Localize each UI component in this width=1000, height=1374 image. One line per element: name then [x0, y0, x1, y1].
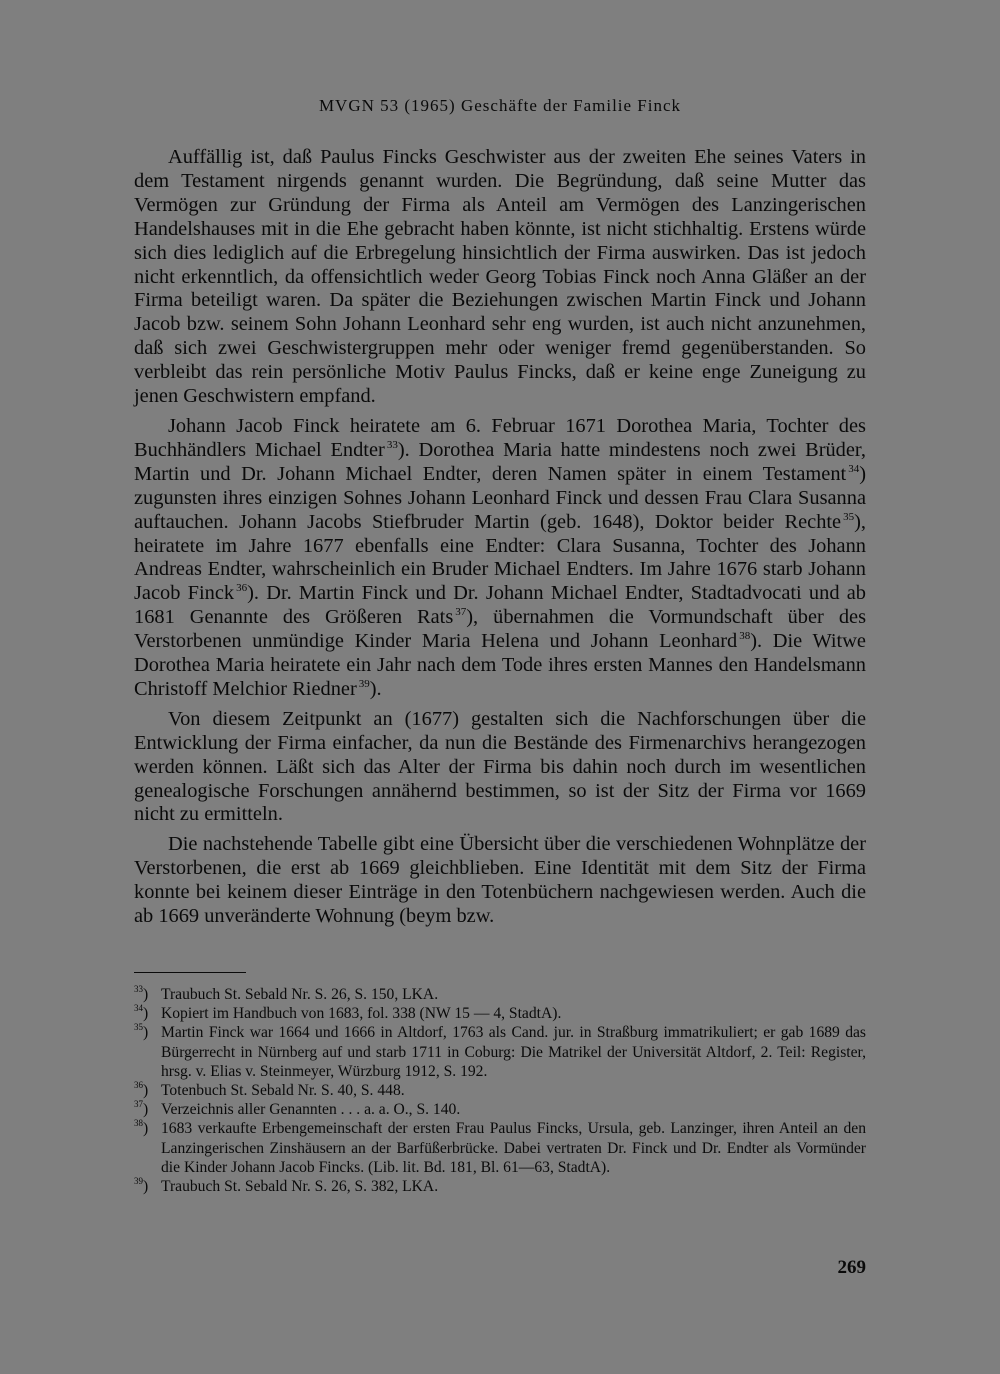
- footnote-text: Martin Finck war 1664 und 1666 in Altdorf, 1763 als Cand. jur. in Straßburg immatrikuliert; er gab 1689 das Bürgerrecht in Nürnberg auf und starb 1711 in Coburg: Die Matrikel der Universität Altdorf, 2. Teil: Register, hrsg. v. Elias v. Steinmeyer, Würzburg 1912, S. 192.: [161, 1024, 866, 1080]
- footnote-number: $^{33}$): [134, 984, 149, 1003]
- footnote-number: $^{35}$): [134, 1022, 149, 1042]
- footnote-divider: [134, 972, 246, 973]
- paragraph: [134, 708, 866, 828]
- text-run: ).: [369, 677, 382, 700]
- footnote: [134, 1119, 866, 1177]
- footnote: [134, 1100, 866, 1119]
- text-run: Von diesem Zeitpunkt an (1677) gestalten sich die Nachforschungen über die Entwicklung der Firma einfacher, da nun die Bestände des Firmenarchivs herangezogen werden können. Läßt sich das Alter der Firma bis dahin noch durch im wesentlichen genealogische Forschungen annähernd bestimmen, so ist der Sitz der Firma vor 1669 nicht zu ermitteln.: [134, 707, 866, 826]
- text-run: Die nachstehende Tabelle gibt eine Übersicht über die verschiedenen Wohnplätze der Verstorbenen, die erst ab 1669 gleichblieben. Eine Identität mit dem Sitz der Firma konnte bei keinem dieser Einträge in den Totenbüchern nachgewiesen werden. Auch die ab 1669 unveränderte Wohnung (beym bzw.: [134, 833, 866, 928]
- footnote-number: $^{38}$): [134, 1118, 149, 1138]
- paragraph: [134, 415, 866, 702]
- footnote: [134, 1004, 866, 1023]
- footnote: [134, 1177, 866, 1196]
- text-run: ). Dr. Martin Finck und Dr. Johann Michael Endter, Stadtadvocati und ab 1681 Genannte des Größeren Rats: [134, 582, 866, 629]
- page-number: 269: [837, 1257, 866, 1278]
- paragraph: [134, 833, 866, 929]
- footnote-text: Traubuch St. Sebald Nr. S. 26, S. 382, LKA.: [161, 1178, 439, 1196]
- footnotes: [134, 985, 866, 1196]
- footnote: [134, 1081, 866, 1100]
- text-run: Johann Jacob Finck heiratete am 6. Februar 1671 Dorothea Maria, Tochter des Buchhändlers Michael Endter: [134, 414, 866, 461]
- footnote-text: Kopiert im Handbuch von 1683, fol. 338 (NW 15 — 4, StadtA).: [161, 1005, 562, 1023]
- footnote-text: Totenbuch St. Sebald Nr. S. 40, S. 448.: [161, 1082, 405, 1100]
- text-run: ), übernahmen die Vormundschaft über des Verstorbenen unmündige Kinder Maria Helena und Johann Leonhard: [134, 606, 866, 653]
- footnote-number: $^{34}$): [134, 1003, 149, 1023]
- footnote-number: $^{39}$): [134, 1176, 149, 1196]
- running-head: MVGN 53 (1965) Geschäfte der Familie Finck: [318, 96, 682, 115]
- footnote-number: $^{37}$): [134, 1099, 149, 1119]
- footnote-text: Traubuch St. Sebald Nr. S. 26, S. 150, LKA.: [161, 986, 439, 1003]
- footnote-ref: 33: [386, 438, 398, 451]
- text-run: ), heiratete im Jahre 1677 ebenfalls eine Endter: Clara Susanna, Tochter des Johann Andreas Endter, wahrscheinlich ein Bruder Michael Endters. Im Jahre 1676 starb Johann Jacob Finck: [134, 510, 866, 605]
- footnote: [134, 985, 866, 1004]
- text-run: ). Dorothea Maria hatte mindestens noch zwei Brüder, Martin und Dr. Johann Michael Endter, deren Namen später in einem Testament: [134, 438, 866, 485]
- text-run: ). Die Witwe Dorothea Maria heiratete ein Jahr nach dem Tode ihres ersten Mannes den Handelsmann Christoff Melchior Riedner: [134, 630, 866, 700]
- footnote-ref: 39: [358, 677, 370, 690]
- footnote-ref: 38: [739, 630, 751, 643]
- body-text: [134, 146, 866, 935]
- footnote-text: 1683 verkaufte Erbengemeinschaft der ersten Frau Paulus Fincks, Ursula, geb. Lanzinger, ihren Anteil an den Lanzingerischen Zinshäusern an der Barfüßerbrücke. Dabei vertraten Dr. Finck und Dr. Endter als Vormünder die Kinder Johann Jacob Fincks. (Lib. lit. Bd. 181, Bl. 61—63, StadtA).: [161, 1120, 866, 1176]
- footnote-ref: 36: [236, 582, 248, 595]
- footnote-ref: 37: [455, 606, 467, 619]
- footnote-ref: 34: [848, 462, 860, 475]
- footnote-number: $^{36}$): [134, 1080, 149, 1100]
- footnote: [134, 1023, 866, 1081]
- text-run: Auffällig ist, daß Paulus Fincks Geschwister aus der zweiten Ehe seines Vaters in dem Testament nirgends genannt wurden. Die Begründung, daß seine Mutter das Vermögen zur Gründung der Firma als Anteil am Vermögen des Lanzingerischen Handelshauses mit in die Ehe gebracht haben könnte, ist nicht stichhaltig. Erstens würde sich dies lediglich auf die Erbregelung hinsichtlich der Firma auswirken. Das ist jedoch nicht erkenntlich, da offensichtlich weder Georg Tobias Finck noch Anna Gläßer an der Firma beteiligt waren. Da später die Beziehungen zwischen Martin Finck und Johann Jacob bzw. seinem Sohn Johann Leonhard sehr eng wurden, ist auch nicht anzunehmen, daß sich zwei Geschwistergruppen mehr oder weniger fremd gegenüberstanden. So verbleibt das rein persönliche Motiv Paulus Fincks, daß er keine enge Zuneigung zu jenen Geschwistern empfand.: [134, 146, 866, 408]
- footnote-ref: 35: [843, 510, 855, 523]
- footnote-text: Verzeichnis aller Genannten . . . a. a. O., S. 140.: [161, 1101, 461, 1119]
- text-run: ) zugunsten ihres einzigen Sohnes Johann Leonhard Finck und dessen Frau Clara Susanna auftauchen. Johann Jacobs Stiefbruder Martin (geb. 1648), Doktor beider Rechte: [134, 462, 866, 533]
- paragraph: [134, 146, 866, 409]
